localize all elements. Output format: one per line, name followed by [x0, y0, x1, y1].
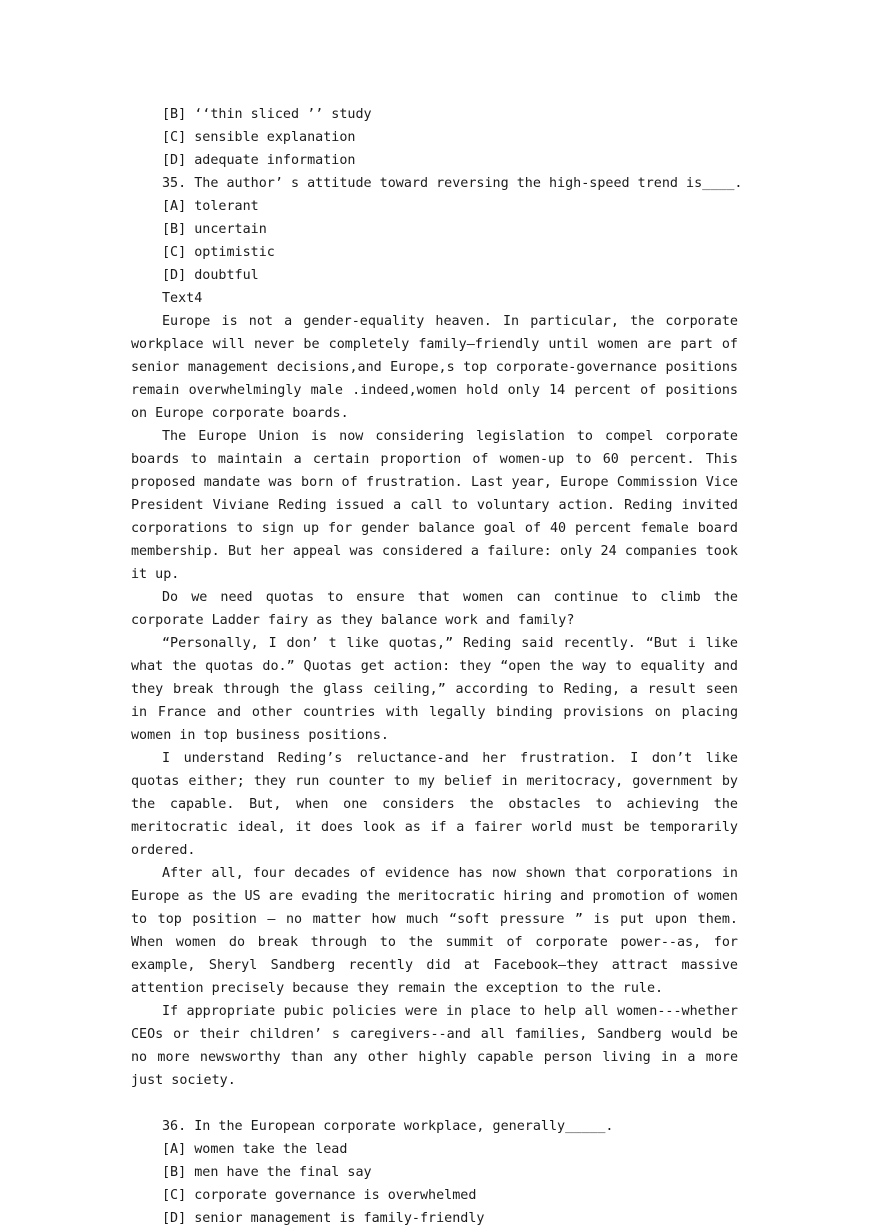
- paragraph-5: I understand Reding’s reluctance-and her frustration. I don’t like quotas either; they run counter to my belief in meritocracy, government by the capable. But, when one considers the obstacles to achieving the meritocratic ideal, it does look as if a fairer world must be temporarily ordered.: [131, 751, 738, 858]
- paragraph-1: Europe is not a gender-equality heaven. In particular, the corporate workplace will never be completely family—friendly until women are part of senior management decisions,and Europe,s top corporate-governance positions remain overwhelmingly male .indeed,women hold only 14 percent of positions on Europe corporate boards.: [131, 314, 738, 421]
- q36-stem: 36. In the European corporate workplace, generally_____.: [162, 1119, 614, 1134]
- q36-option-b: [B] men have the final say: [162, 1165, 372, 1180]
- q34-option-b: [B] ‘‘thin sliced ’’ study: [162, 107, 372, 122]
- paragraph-6: After all, four decades of evidence has now shown that corporations in Europe as the US are evading the meritocratic hiring and promotion of women to top position — no matter how much “soft pressure ” is put upon them. When women do break through to the summit of corporate power--as, for example, Sheryl Sandberg recently did at Facebook—they attract massive attention precisely because they remain the exception to the rule.: [131, 866, 738, 996]
- q35-stem: 35. The author’ s attitude toward reversing the high-speed trend is____.: [162, 176, 743, 191]
- q36-option-c: [C] corporate governance is overwhelmed: [162, 1188, 477, 1203]
- q35-option-b: [B] uncertain: [162, 222, 267, 237]
- q35-option-a: [A] tolerant: [162, 199, 259, 214]
- q34-option-d: [D] adequate information: [162, 153, 356, 168]
- q36-option-d: [D] senior management is family-friendly: [162, 1211, 485, 1226]
- spacer: [131, 1092, 738, 1115]
- q36-option-a: [A] women take the lead: [162, 1142, 348, 1157]
- text-heading: Text4: [162, 291, 203, 306]
- paragraph-3: Do we need quotas to ensure that women can continue to climb the corporate Ladder fairy as they balance work and family?: [131, 590, 738, 628]
- paragraph-7: If appropriate pubic policies were in place to help all women---whether CEOs or their children’ s caregivers--and all families, Sandberg would be no more newsworthy than any other highly capable person living in a more just society.: [131, 1004, 738, 1088]
- q35-option-d: [D] doubtful: [162, 268, 259, 283]
- q34-option-c: [C] sensible explanation: [162, 130, 356, 145]
- document-page: [131, 103, 743, 1230]
- paragraph-4: “Personally, I don’ t like quotas,” Reding said recently. “But i like what the quotas do.” Quotas get action: they “open the way to equality and they break through the glass ceiling,” according to Reding, a result seen in France and other countries with legally binding provisions on placing women in top business positions.: [131, 636, 738, 743]
- q35-option-c: [C] optimistic: [162, 245, 275, 260]
- paragraph-2: The Europe Union is now considering legislation to compel corporate boards to maintain a certain proportion of women-up to 60 percent. This proposed mandate was born of frustration. Last year, Europe Commission Vice President Viviane Reding issued a call to voluntary action. Reding invited corporations to sign up for gender balance goal of 40 percent female board membership. But her appeal was considered a failure: only 24 companies took it up.: [131, 429, 738, 582]
